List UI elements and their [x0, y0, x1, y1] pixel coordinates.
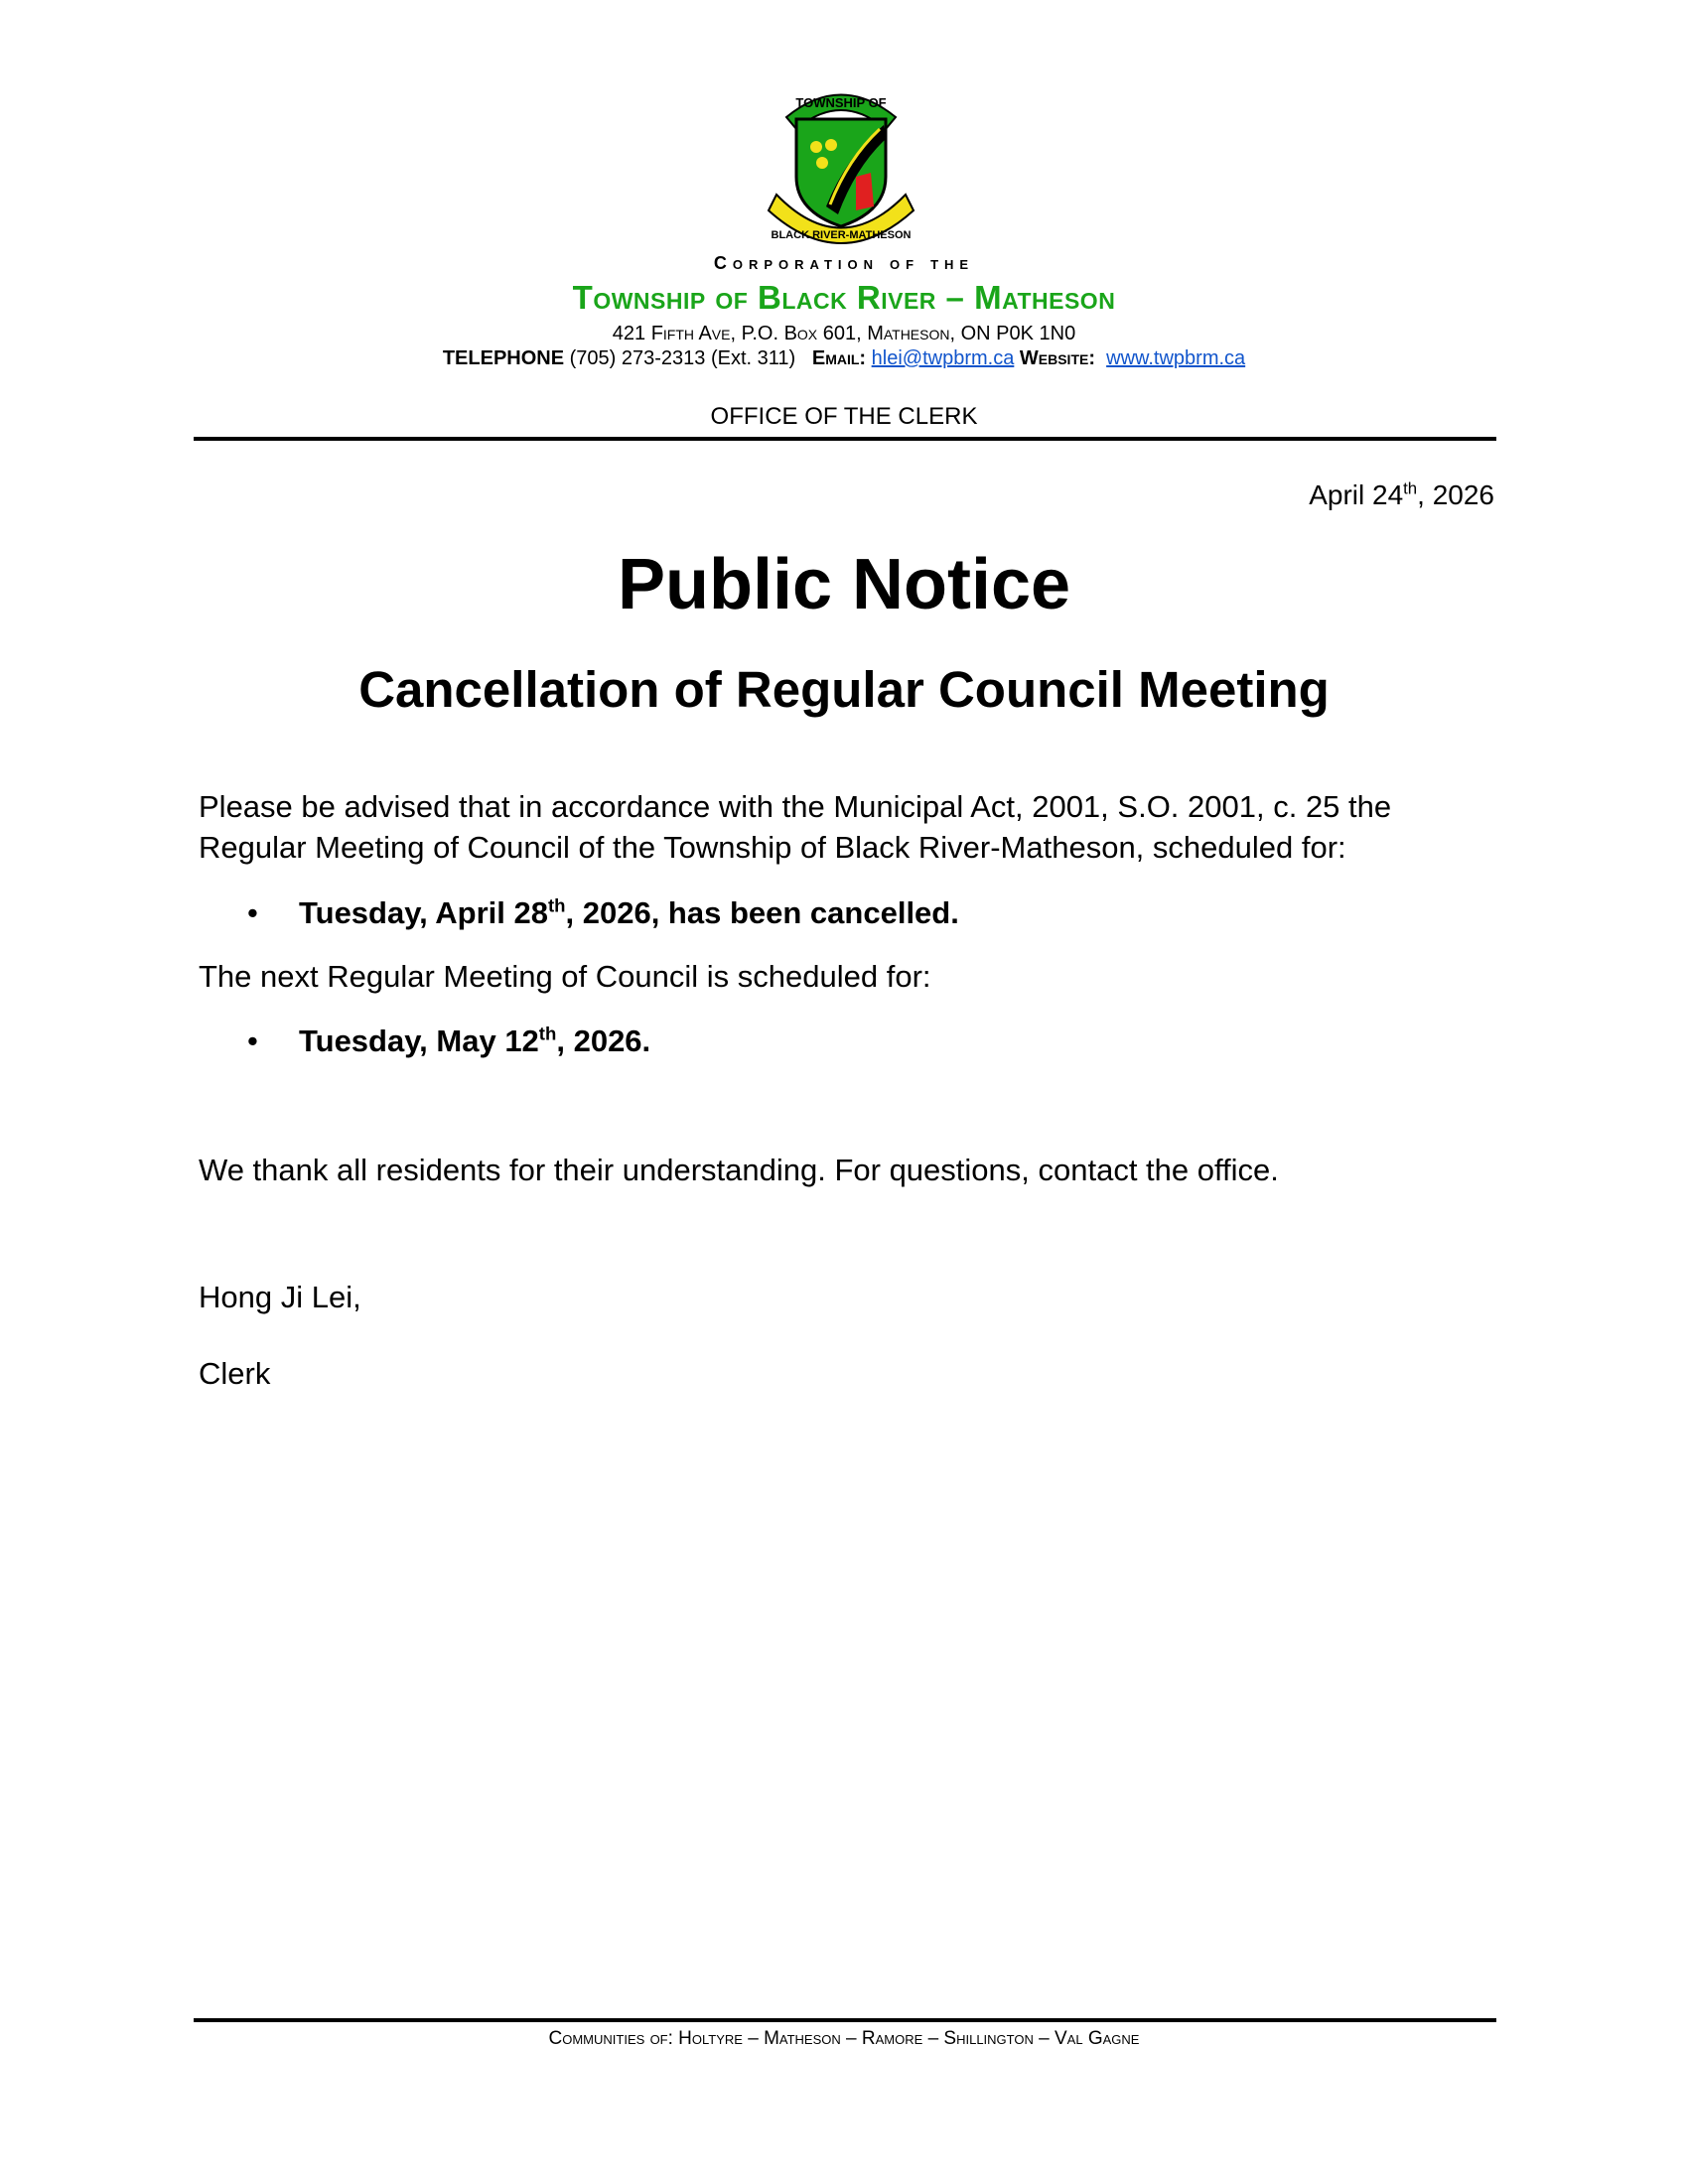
footer-communities: Communities of: Holtyre – Matheson – Ramore – Shillington – Val Gagne	[548, 2028, 1140, 2049]
notice-paragraph-2: The next Regular Meeting of Council is scheduled for:	[199, 959, 931, 994]
crest-banner-top: TOWNSHIP OF	[795, 95, 887, 110]
township-name: Township of Black River – Matheson	[572, 279, 1116, 316]
website-label: Website	[1019, 347, 1089, 369]
next-meeting-bullet: Tuesday, May 12th, 2026.	[299, 1023, 651, 1058]
signature-title: Clerk	[199, 1356, 271, 1391]
email-link[interactable]: hlei@twpbrm.ca	[871, 347, 1015, 369]
signature-name: Hong Ji Lei,	[199, 1280, 361, 1314]
corporation-line: Corporation of the	[713, 253, 975, 273]
township-address: 421 Fifth Ave, P.O. Box 601, Matheson, ON P0K 1N0	[612, 323, 1076, 344]
header-divider	[194, 437, 1496, 441]
notice-subtitle: Cancellation of Regular Council Meeting	[358, 661, 1330, 718]
footer-divider	[194, 2018, 1496, 2022]
email-label: Email	[811, 347, 860, 369]
telephone-label: TELEPHONE	[442, 347, 565, 369]
township-crest-logo	[757, 77, 925, 246]
office-of-clerk-heading: OFFICE OF THE CLERK	[710, 403, 978, 430]
notice-paragraph-3: We thank all residents for their understanding. For questions, contact the office.	[199, 1153, 1279, 1187]
bullet-marker: •	[247, 895, 258, 930]
notice-paragraph-1: Please be advised that in accordance with the Municipal Act, 2001, S.O. 2001, c. 25 the Regular Meeting of Council of the Township of Black River-Matheson, scheduled for:	[199, 789, 1392, 865]
notice-title: Public Notice	[617, 545, 1071, 624]
notice-date: April 24th, 2026	[1309, 478, 1494, 510]
cancelled-meeting-bullet: Tuesday, April 28th, 2026, has been cancelled.	[299, 894, 959, 930]
bullet-marker: •	[247, 1024, 258, 1058]
contact-line: TELEPHONE (705) 273-2313 (Ext. 311) Email: hlei@twpbrm.ca Website: www.twpbrm.ca	[442, 347, 1246, 369]
website-link[interactable]: www.twpbrm.ca	[1106, 347, 1246, 369]
crest-banner-bottom: BLACK RIVER-MATHESON	[771, 229, 912, 241]
telephone-value: (705) 273-2313 (Ext. 311)	[564, 347, 812, 369]
